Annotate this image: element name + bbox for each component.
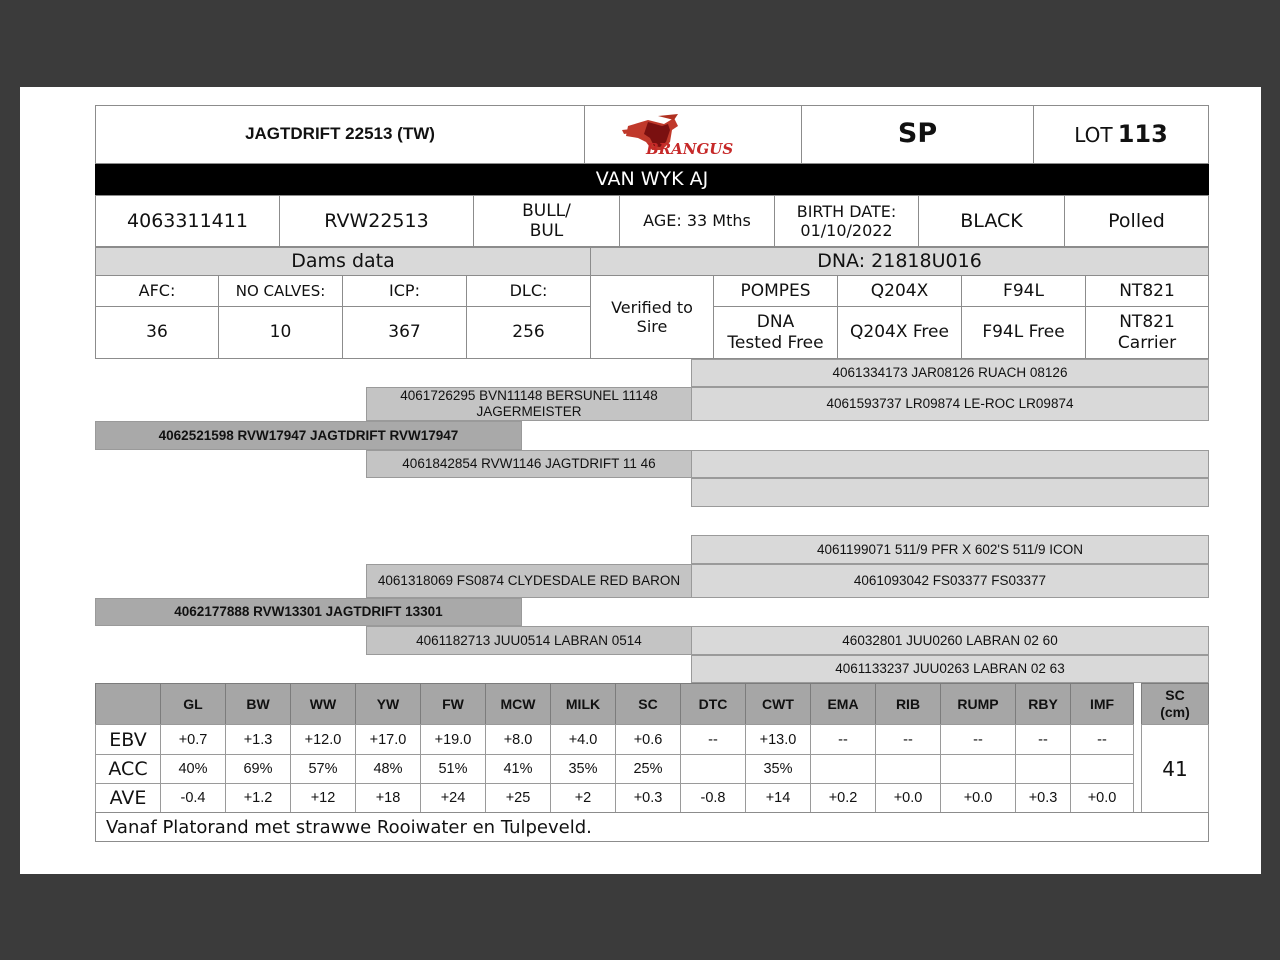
ebv-header-milk: MILK: [550, 683, 616, 725]
logo-text: BRANGUS: [646, 139, 734, 158]
pompes-result: [713, 306, 838, 359]
ebv-cell-ave-mcw: +25: [485, 783, 551, 813]
ebv-cell-ave-ema: +0.2: [810, 783, 876, 813]
ebv-corner-cell: [95, 683, 161, 725]
ebv-cell-acc-fw: 51%: [420, 754, 486, 784]
ebv-header-rby: RBY: [1015, 683, 1071, 725]
ebv-cell-ebv-yw: +17.0: [355, 724, 421, 755]
ebv-cell-ave-imf: +0.0: [1070, 783, 1134, 813]
horn-status: Polled: [1064, 195, 1209, 247]
no-calves-value: 10: [218, 306, 343, 359]
q204x-result: Q204X Free: [837, 306, 962, 359]
lot-prefix: LOT: [1074, 122, 1113, 147]
ebv-row-label-ebv: EBV: [95, 724, 161, 755]
icp-value: 367: [342, 306, 467, 359]
pompes-line-2: Tested Free: [727, 332, 824, 353]
ebv-cell-ave-rump: +0.0: [940, 783, 1016, 813]
f94l-result: F94L Free: [961, 306, 1086, 359]
verified-line-2: Sire: [636, 317, 668, 336]
ebv-cell-ave-ww: +12: [290, 783, 356, 813]
ebv-cell-ave-sc: +0.3: [615, 783, 681, 813]
ebv-cell-acc-bw: 69%: [225, 754, 291, 784]
ebv-header-ema: EMA: [810, 683, 876, 725]
nt821-line-2: Carrier: [1117, 332, 1177, 353]
ebv-header-sc: SC: [615, 683, 681, 725]
ebv-cell-ave-dtc: -0.8: [680, 783, 746, 813]
tattoo-number: RVW22513: [279, 195, 474, 247]
ebv-cell-acc-ww: 57%: [290, 754, 356, 784]
ebv-cell-ave-milk: +2: [550, 783, 616, 813]
ebv-cell-acc-rump: [940, 754, 1016, 784]
breeder-name: VAN WYK AJ: [95, 164, 1209, 195]
lot-number-box: [1033, 105, 1209, 164]
pedigree-sire-dam-sire: [691, 450, 1209, 478]
afc-header: AFC:: [95, 275, 219, 307]
ebv-row-label-acc: ACC: [95, 754, 161, 784]
ebv-header-ww: WW: [290, 683, 356, 725]
pompes-line-1: DNA: [756, 312, 795, 333]
pedigree-dam-dam: 4061182713 JUU0514 LABRAN 0514: [366, 626, 692, 655]
ebv-cell-ave-fw: +24: [420, 783, 486, 813]
ebv-header-mcw: MCW: [485, 683, 551, 725]
pedigree-sire-sire-sire: 4061334173 JAR08126 RUACH 08126: [691, 359, 1209, 387]
ebv-cell-ebv-ema: --: [810, 724, 876, 755]
pompes-header: POMPES: [713, 275, 838, 307]
ebv-cell-ebv-rib: --: [875, 724, 941, 755]
ebv-cell-acc-gl: 40%: [160, 754, 226, 784]
comment: Vanaf Platorand met strawwe Rooiwater en Tulpeveld.: [95, 812, 1209, 842]
ebv-cell-acc-dtc: [680, 754, 746, 784]
nt821-result: [1085, 306, 1209, 359]
ebv-header-fw: FW: [420, 683, 486, 725]
pedigree-sire: 4062521598 RVW17947 JAGTDRIFT RVW17947: [95, 421, 522, 450]
colour: BLACK: [918, 195, 1065, 247]
q204x-header: Q204X: [837, 275, 962, 307]
icp-header: ICP:: [342, 275, 467, 307]
ebv-cell-acc-imf: [1070, 754, 1134, 784]
pedigree-sire-sire: 4061726295 BVN11148 BERSUNEL 11148 JAGERMEISTER: [366, 387, 692, 421]
ebv-cell-acc-rby: [1015, 754, 1071, 784]
pedigree-sire-dam: 4061842854 RVW1146 JAGTDRIFT 11 46: [366, 450, 692, 478]
ebv-header-imf: IMF: [1070, 683, 1134, 725]
nt821-line-1: NT821: [1119, 312, 1175, 333]
registration-number: 4063311411: [95, 195, 280, 247]
ebv-cell-ave-rib: +0.0: [875, 783, 941, 813]
ebv-header-yw: YW: [355, 683, 421, 725]
sc-header-line-1: SC: [1165, 687, 1185, 704]
dlc-value: 256: [466, 306, 591, 359]
sc-cm-header: [1141, 683, 1209, 725]
age: AGE: 33 Mths: [619, 195, 775, 247]
sex-line-2: BUL: [529, 221, 564, 241]
pedigree-dam-sire-dam: 4061093042 FS03377 FS03377: [691, 564, 1209, 598]
ebv-header-rump: RUMP: [940, 683, 1016, 725]
ebv-cell-acc-rib: [875, 754, 941, 784]
ebv-cell-ebv-gl: +0.7: [160, 724, 226, 755]
ebv-cell-acc-cwt: 35%: [745, 754, 811, 784]
bull-head-icon: [618, 112, 768, 158]
pedigree-dam-dam-sire: 46032801 JUU0260 LABRAN 02 60: [691, 626, 1209, 655]
dna-title: DNA: 21818U016: [590, 247, 1209, 276]
verified-to-sire: [590, 275, 714, 359]
ebv-cell-ebv-dtc: --: [680, 724, 746, 755]
pedigree-dam: 4062177888 RVW13301 JAGTDRIFT 13301: [95, 598, 522, 626]
ebv-cell-ebv-mcw: +8.0: [485, 724, 551, 755]
ebv-cell-ebv-milk: +4.0: [550, 724, 616, 755]
ebv-header-rib: RIB: [875, 683, 941, 725]
ebv-cell-acc-mcw: 41%: [485, 754, 551, 784]
ebv-cell-acc-yw: 48%: [355, 754, 421, 784]
ebv-cell-acc-milk: 35%: [550, 754, 616, 784]
ebv-cell-ave-yw: +18: [355, 783, 421, 813]
ebv-row-label-ave: AVE: [95, 783, 161, 813]
pedigree-dam-sire: 4061318069 FS0874 CLYDESDALE RED BARON: [366, 564, 692, 598]
ebv-cell-ave-cwt: +14: [745, 783, 811, 813]
sc-header-line-2: (cm): [1160, 704, 1190, 720]
afc-value: 36: [95, 306, 219, 359]
sc-cm-value: 41: [1141, 724, 1209, 813]
birth-date-label: BIRTH DATE:: [796, 201, 897, 221]
pedigree-sire-dam-dam: [691, 478, 1209, 507]
sex-line-1: BULL/: [522, 200, 571, 221]
no-calves-header: NO CALVES:: [218, 275, 343, 307]
pedigree-sire-sire-dam: 4061593737 LR09874 LE-ROC LR09874: [691, 387, 1209, 421]
sex: [473, 195, 620, 247]
ebv-cell-ebv-sc: +0.6: [615, 724, 681, 755]
ebv-header-cwt: CWT: [745, 683, 811, 725]
verified-line-1: Verified to: [611, 297, 693, 317]
ebv-header-bw: BW: [225, 683, 291, 725]
dlc-header: DLC:: [466, 275, 591, 307]
ebv-cell-ebv-fw: +19.0: [420, 724, 486, 755]
ebv-cell-ebv-imf: --: [1070, 724, 1134, 755]
birth-date-box: [774, 195, 919, 247]
ebv-cell-ebv-rump: --: [940, 724, 1016, 755]
animal-name: JAGTDRIFT 22513 (TW): [95, 105, 585, 164]
ebv-header-dtc: DTC: [680, 683, 746, 725]
lot-number: 113: [1117, 120, 1168, 149]
birth-date: 01/10/2022: [800, 221, 893, 240]
brangus-logo: [584, 105, 802, 164]
pedigree-dam-sire-sire: 4061199071 511/9 PFR X 602'S 511/9 ICON: [691, 535, 1209, 564]
ebv-cell-ebv-bw: +1.3: [225, 724, 291, 755]
ebv-cell-ave-bw: +1.2: [225, 783, 291, 813]
ebv-header-gl: GL: [160, 683, 226, 725]
nt821-header: NT821: [1085, 275, 1209, 307]
ebv-cell-acc-sc: 25%: [615, 754, 681, 784]
ebv-cell-ebv-ww: +12.0: [290, 724, 356, 755]
sp-label: SP: [801, 105, 1034, 164]
ebv-cell-ave-rby: +0.3: [1015, 783, 1071, 813]
ebv-cell-acc-ema: [810, 754, 876, 784]
ebv-cell-ebv-rby: --: [1015, 724, 1071, 755]
ebv-cell-ebv-cwt: +13.0: [745, 724, 811, 755]
dams-data-title: Dams data: [95, 247, 591, 276]
ebv-cell-ave-gl: -0.4: [160, 783, 226, 813]
f94l-header: F94L: [961, 275, 1086, 307]
pedigree-dam-dam-dam: 4061133237 JUU0263 LABRAN 02 63: [691, 655, 1209, 683]
